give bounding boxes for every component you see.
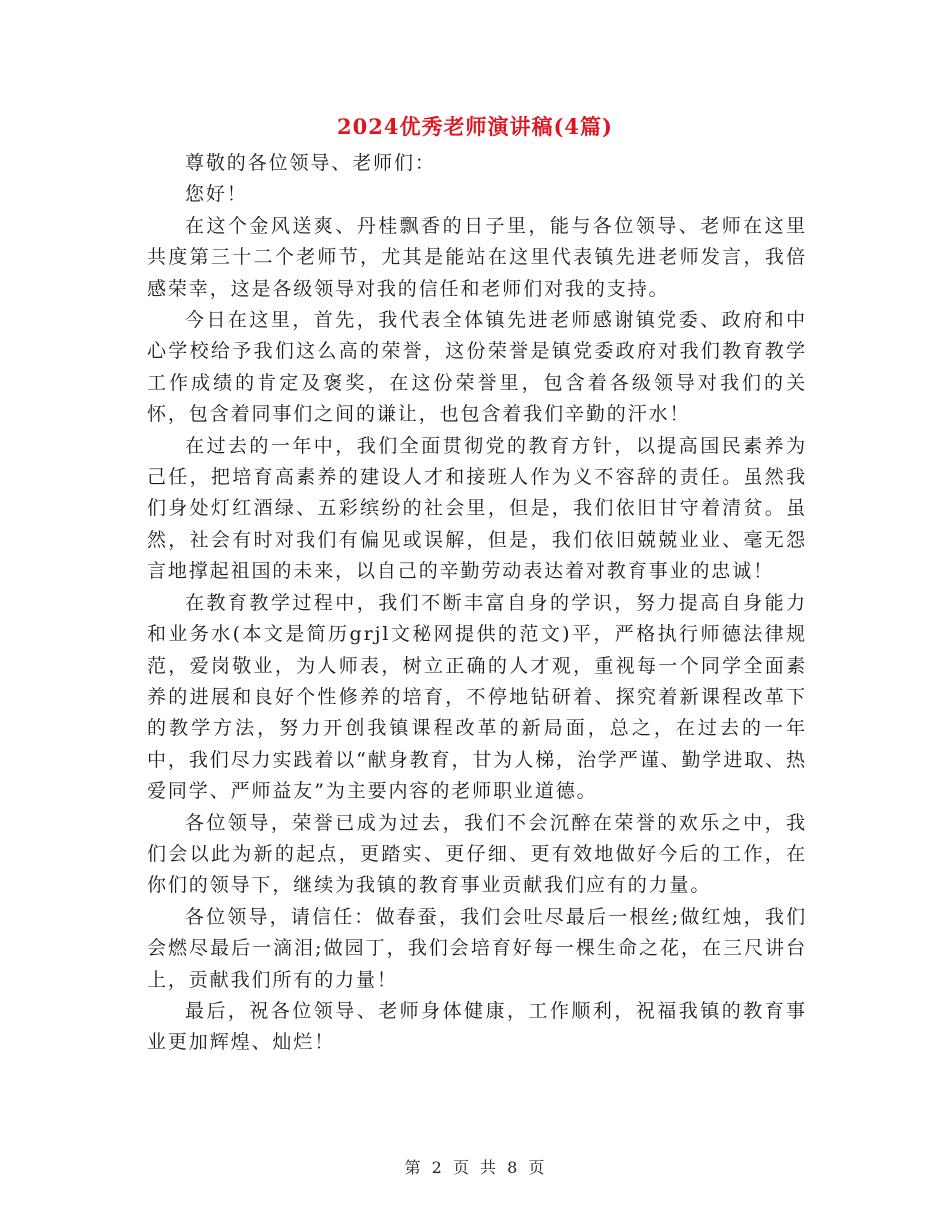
document-title: 2024优秀老师演讲稿(4篇) bbox=[337, 114, 613, 139]
paragraph: 在这个金风送爽、丹桂飘香的日子里，能与各位领导、老师在这里共度第三十二个老师节，尤其是能站在这里代表镇先进老师发言，我倍感荣幸，这是各级领导对我的信任和老师们对我的支持。 bbox=[147, 214, 807, 300]
paragraph-closing: 最后，祝各位领导、老师身体健康，工作顺利，祝福我镇的教育事业更加辉煌、灿烂！ bbox=[147, 999, 807, 1054]
document-body bbox=[147, 148, 807, 1059]
page-number-footer: 第 2 页 共 8 页 bbox=[404, 1158, 546, 1177]
paragraph: 各位领导，荣誉已成为过去，我们不会沉醉在荣誉的欢乐之中，我们会以此为新的起点，更踏实、更仔细、更有效地做好今后的工作，在你们的领导下，继续为我镇的教育事业贡献我们应有的力量。 bbox=[147, 811, 807, 897]
paragraph: 今日在这里，首先，我代表全体镇先进老师感谢镇党委、政府和中心学校给予我们这么高的荣誉，这份荣誉是镇党委政府对我们教育教学工作成绩的肯定及褒奖，在这份荣誉里，包含着各级领导对我们的关怀，包含着同事们之间的谦让，也包含着我们辛勤的汗水！ bbox=[147, 309, 807, 426]
paragraph-greeting: 您好！ bbox=[185, 183, 248, 206]
paragraph: 各位领导，请信任：做春蚕，我们会吐尽最后一根丝;做红烛，我们会燃尽最后一滴泪;做园丁，我们会培育好每一棵生命之花，在三尺讲台上，贡献我们所有的力量！ bbox=[147, 905, 807, 991]
paragraph: 在教育教学过程中，我们不断丰富自身的学识，努力提高自身能力和业务水(本文是简历grjl文秘网提供的范文)平，严格执行师德法律规范，爱岗敬业，为人师表，树立正确的人才观，重视每一个同学全面素养的进展和良好个性修养的培育，不停地钻研着、探究着新课程改革下的教学方法，努力开创我镇课程改革的新局面，总之，在过去的一年中，我们尽力实践着以“献身教育，甘为人梯，治学严谨、勤学进取、热爱同学、严师益友”为主要内容的老师职业道德。 bbox=[147, 591, 807, 803]
paragraph-salutation: 尊敬的各位领导、老师们： bbox=[185, 152, 436, 174]
paragraph: 在过去的一年中，我们全面贯彻党的教育方针，以提高国民素养为己任，把培育高素养的建设人才和接班人作为义不容辞的责任。虽然我们身处灯红酒绿、五彩缤纷的社会里，但是，我们依旧甘守着清贫。虽然，社会有时对我们有偏见或误解，但是，我们依旧兢兢业业、毫无怨言地撑起祖国的未来，以自己的辛勤劳动表达着对教育事业的忠诚！ bbox=[147, 434, 807, 583]
